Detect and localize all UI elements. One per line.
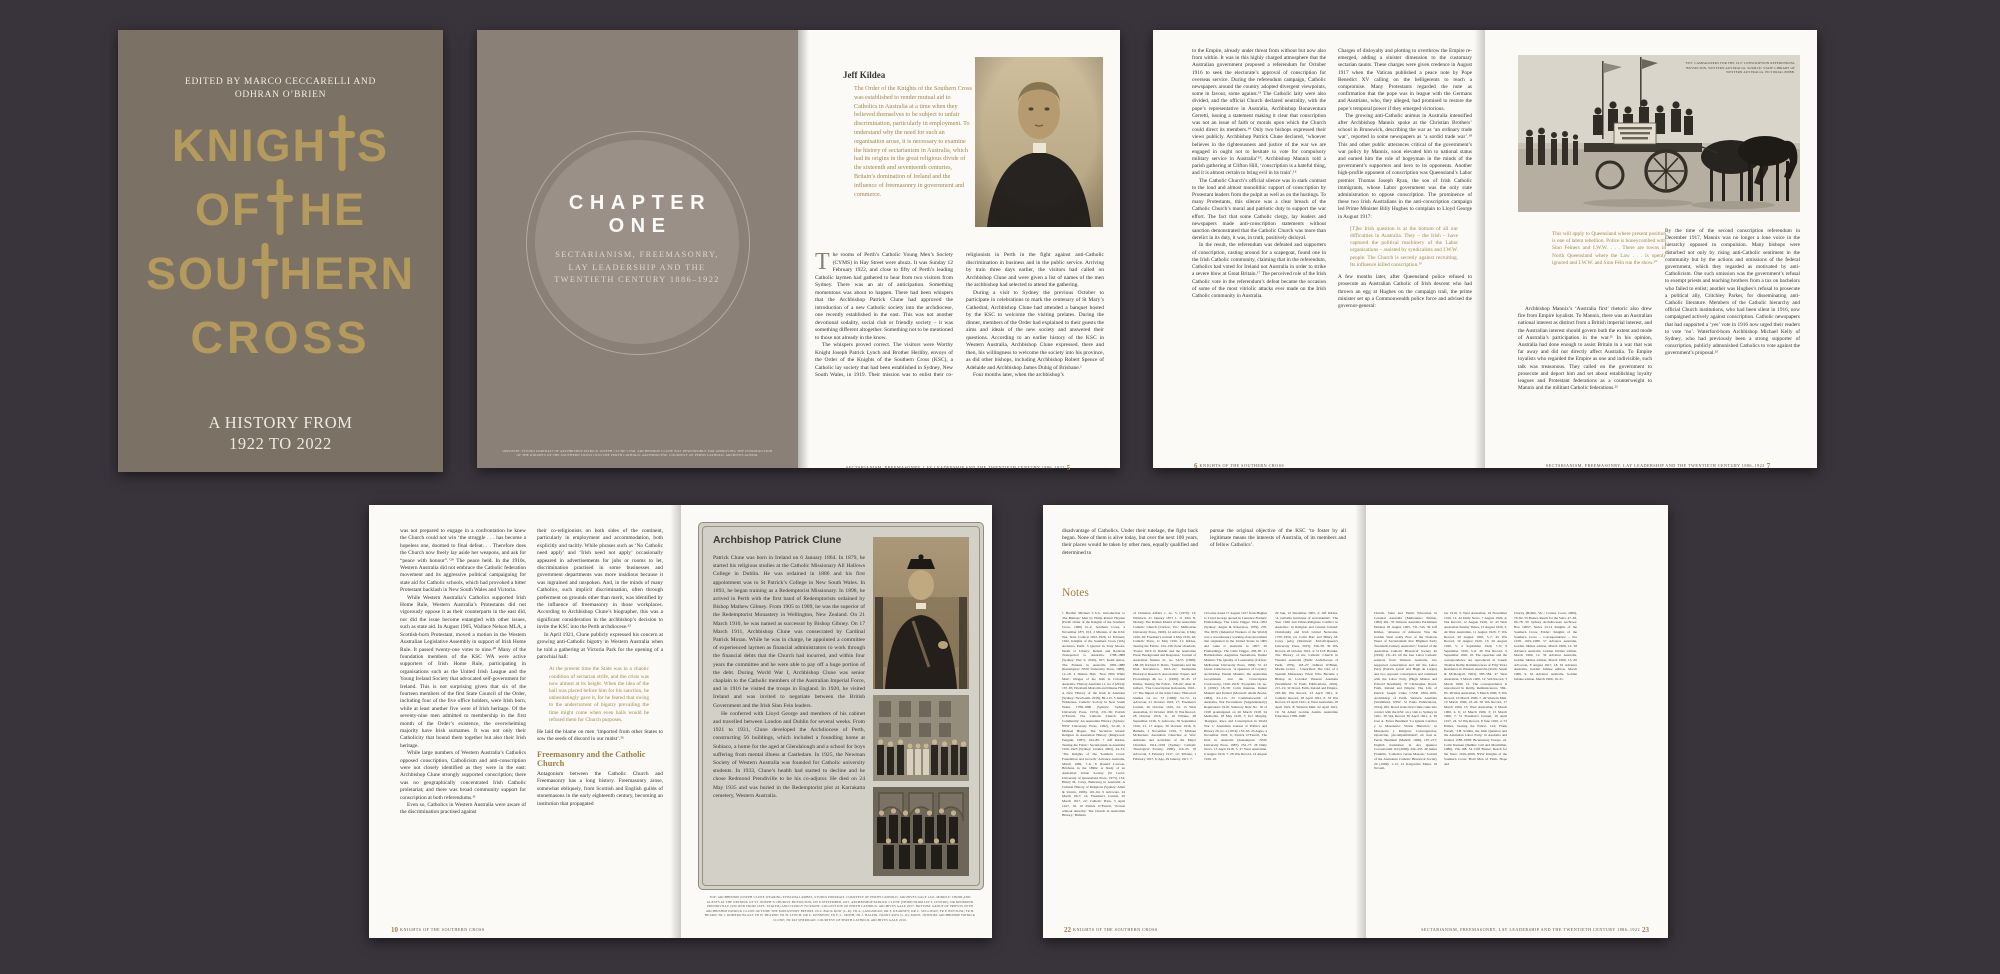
- endnotes-column: 19 Letter dated 17 August 1917 from Hughes to Lloyd George quoted in Laurence Frederic Fitzhardinge, The Little Digger 1914–1952 (Sydney: Angus & Robertson, 1979), 276. The IWW (Industrial Workers of the World) was a revolutionary working-class movement that originated in the United States in 1905 and came to Australia in 1907. 20 Fitzhardinge, The Little Digger, 258–95. 21 Bartholomew Augustine Santamaria, Daniel Mannix: The Quality of Leadership (Carlton: Melbourne University Press, 1984) 72. 22 Glenn Calderwood, ‘A Question of Loyalty: Archbishop Daniel Mannix, the Australian Government and the Conscription Controversy, 1916–1918,’ Footprints 19, no. 6 (2002): 18–39; Colm Kiernan, Daniel Mannix and Ireland (Morwell: Alella Books, 1984), 91–115. 23 Commonwealth of Australia, War Precautions (Supplementary) Regulations 1918, Statutory Rule No. 18 of 1918 promulgated on 26 March 1918. 24 Methodist, 18 May 1918, 7; D.J. Murphy, ‘Religion, Race and Conscription in World War I,’ Australian Journal of Politics and History 20, no. 2 (1974): 155–63. 25 Argus, 4 November 1918, 6; Patrick O’Farrell, The Irish in Australia (Kensington: NSW University Press, 1987), 252–77. 26 Daily News, 13 April 1918, 5. 27 West Australian, 9 August 1919, 7. 28 WA Record, 14 August 1919, 10.: [1204, 611, 1267, 761]
- seated-archbishop-photo: [873, 537, 969, 689]
- drop-cap: T: [815, 249, 830, 275]
- chapter-subtitle: SECTARIANISM, FREEMASONRY, LAY LEADERSHIP AND THE TWENTIETH CENTURY 1886–1922: [554, 250, 720, 284]
- cover-subtitle: A HISTORY FROM 1922 TO 2022: [208, 413, 353, 453]
- latin-cross-icon: [329, 123, 355, 163]
- notes-heading: Notes: [1062, 587, 1089, 599]
- spread-pages-6-7: [1153, 30, 1817, 468]
- chapter-number: CHAPTER: [568, 192, 712, 214]
- page-footer: SECTARIANISM, FREEMASONRY, LAY LEADERSHIP AND THE TWENTIETH CENTURY 1886–1922 5: [845, 464, 1071, 472]
- chapter-intro-text: The Order of the Knights of the Southern Cross was established to render mutual aid to Catholics in Australia at a time when they believed themselves to be subject to unfair discrimination, particularly in employment. To understand why the need for such an organisation arose, it is necessary to examine the history of sectarianism in Australia, which had its origins in the great religious divide of the sixteenth and seventeenth centuries, Britain’s domination of Ireland and the influence of freemasonry in government and commerce.: [854, 85, 972, 198]
- page-7-column-1: Archbishop Mannix’s ‘Australia first’ rhetoric also drew fire from Empire loyalists. To Mannix, there was an Australian national interest as distinct from a British imperial interest, and the Australian interest should govern both the extent and mode of Australia’s participation in the war.²¹ In his opinion, Australia had done enough to assist Britain in a war that was far away and did not directly affect Australia. To Empire loyalists who regarded the Empire as one and indivisible, such talk was treasonous. They called on the government to prosecute and deport him and set about establishing loyalty leagues and Protestant federations as a counterweight to Mannix and the militant Catholic federations.²²: [1518, 306, 1652, 392]
- endnotes-column: of Christian Affairs 1, no. 5, (1970): 13; Whitlock, 21 January 1871 1. 11 John N. Molony, The Roman Mould of the Australian Catholic Church (Carlton, Vic.: Melbourne University Press, 1969). 12 Advocate, 6 May 1916, 26; Freeman’s Journal 4 May 1916, 26; Catholic Press, 11 May 1916, 21; Kildea, Tearing the Fabric, 134–136; Peter Overlack, ‘Easter 1916 in Dublin and the Australian Press: Background and Response,’ Journal of Australian Studies 21, no. 54/55 (1998): 188–93; Richard P. Davis, ‘Tasmania and the Irish Revolution, 1916–22,’ Tasmanian Historical Research Association: Papers and Proceedings 46, no. 1 (1999): 32–45. 13 Kildea, Tearing the Fabric, 158–62; Alan D. Gilbert, ‘The Conscription Referenda, 1916–17: The Impact of the Irish Crisis,’ Historical Studies 14, no. 53 (1969): 54–72. 14 Advocate, 21 October 1916, 17; Freeman’s Journal, 26 October 1916, 24. 15 West Australian, 21 October 1916, 9; WA Record, 28 October 1916, 11. 16 Tribune, 28 September 1916, 5; Advocate, 30 September 1916, 21. 17 Argus, 30 October 1916, 6; Bulletin, 2 November 1916, 7; Michael McKernan, Australian Churches at War: Attitudes and Activities of the Major Churches 1914–1918 (Sydney: Catholic Theological Faculty, 1980), 116–25. 18 Advocate, 3 February 1917, 12; Tribune, 1 February 1917, 6; Age, 29 January 1917, 7.: [1133, 611, 1196, 761]
- page-footer: 10 KNIGHTS OF THE SOUTHERN CROSS: [391, 926, 485, 934]
- page-number: 6: [1194, 462, 1198, 470]
- gutter-shadow: [798, 30, 809, 468]
- endnotes-column: Church, State and Public Education in Colonial Australia (Melbourne: Pitman, 1962) 261. 35 Western Australia Parliament Debates 18 August 1905, 731–743. 36 Jeff Kildea, ‘Absence of Amnesia: Was the Golden West really Free of the Noxious Weed of Sectarianism that Blighted Early Twentieth-Century Australia?,’ Journal of the Australian Catholic Historical Society 40 (2019): 131–43. Of the four Labor Catholic senators from Western Australia, two supported conscription and left the Labor Party (Patrick Lynch and Hugh de Largie) and two opposed conscription and remained with the Labor Party (Hugh Mahon and Edward Needham). 37 Christopher Dowd, Faith, Ireland and Empire: The Life of Patrick Joseph Clune CSSR 1864–1935, Archbishop of Perth, Western Australia (Strathfield, NSW: St Pauls Publications, 2014), 263. Dowd states that Clune came into contact with the KSC on a visit to Sydney in 1921. 38 WA Record 30 April 1921, 4. 39 José A. Ferrer Benimeli ‘La Iglesia Católica y la Masonería: Visión Histórica,’ in Masonería y Religión: Convergencias, Oposición, ¿Incompatibilidad?, ed. José A. Ferrer Benimeli (Madrid: 1996), 197–217; English translation in Ars Quatuor Coronatorum 119 (2006): 234–255. 40 James Franklin, ‘Catholics versus Masons,’ Journal of the Australian Catholic Historical Society 20 (1999): 1–15. 41 Kalgoorlie Miner, 16 Novem-: [1374, 611, 1437, 771]
- spread-pages-22-23: [1043, 505, 1668, 938]
- page-number: 7: [1766, 462, 1771, 470]
- opposite-caption: OPPOSITE: STUDIO PORTRAIT OF ARCHBISHOP PATRICK JOSEPH CLUNE CSSR. ARCHBISHOP CLUNE WAS RESPONSIBLE FOR APPROVING THE INTRODUCTION OF THE KNIGHTS OF THE SOUTHERN CROSS INTO THE PERTH CATHOLIC ARCHDIOCESE. COURTESY OF PERTH CATHOLIC ARCHIVES ALBUM.: [502, 448, 773, 458]
- sidebar-title: Archbishop Patrick Clune: [713, 534, 842, 546]
- block-quote: [T]he Irish question is at the bottom of all our difficulties in Australia. They – the Irish – have captured the political machinery of the Labor organisations – assisted by syndicalists and I.W.W. people. The Church is secretly against recruiting. Its influence killed conscription.¹⁹: [1350, 225, 1458, 268]
- church-opening-group-photo: [873, 695, 969, 781]
- gutter-shadow: [1355, 505, 1366, 938]
- chapter-opener-page: [477, 30, 798, 468]
- page-number: 23: [1642, 926, 1649, 934]
- conscription-parade-photo: [1518, 55, 1800, 212]
- cover-editors: EDITED BY MARCO CECCARELLI AND ODHRAN O’BRIEN: [184, 77, 377, 100]
- latin-cross-icon: [267, 187, 293, 227]
- endnotes-column: Charity (Ballan, Vic.: Connor Court, 2009), 79–82. 55 Baxter, Reach for the Stars, 47–63, 69–78. 56 Sydney Archdiocesan Archives: Box 19057, Series 23.14 Knights of the Southern Cross, Folder: Knights of the Southern Cross – Correspondence – Pre 1918, 1919–1989. 57 Advance Australia, Golden Jubilee edition, March 1969, 12. 58 Advance Australia, Golden Jubilee edition, March 1969, 12. 59 Advance Australia, Golden Jubilee edition, March 1969, 13. 60 Advocate, 8 August 1917, 18. 61 Advance Australia, Golden Jubilee edition, March 1969, 9. 62 Advance Australia, Golden Jubilee edition, March 1969, 19–21.: [1514, 611, 1577, 681]
- block-quote: At the present time the State was in a chaotic condition of sectarian strife, and the crisis was now almost at its height. When the idea of the hall was placed before him for his sanction, he unhesitatingly gave it, for he feared that owing to the undercurrent of bigotry prevailing the time might come when even halls would be refused them for Church purposes.: [549, 666, 649, 723]
- gutter-shadow: [1474, 30, 1485, 468]
- priest-portrait-photo: [975, 57, 1103, 227]
- chapter-circle: CHAPTER ONE SECTARIANISM, FREEMASONRY, LAY LEADERSHIP AND THE TWENTIETH CENTURY 1886–1922: [535, 140, 739, 344]
- closing-paragraph-2: pursue the original objective of the KSC ‘to foster by all legitimate means the interests of Australia, of its members and of fellow Catholics’.: [1210, 528, 1346, 549]
- body-text: The rooms of Perth’s Catholic Young Men’s Society (CYMS) in Hay Street were abuzz. It was Sunday 12 February 1922, and close to fifty of Perth’s leading Catholic laymen had gathered to hear from two visitors from Sydney. There was an air of anticipation. Something momentous was about to happen. There had been whispers that the Archbishop Patrick Clune had approved the introduction of a new Catholic society into the archdiocese, one recently established in the east. This was not another devotional sodality, social club or friendly society – it was something different altogether. Something not to be mentioned to those not already in the know. The whispers proved correct. The visitors were Worthy Knight Joseph Patrick Lynch and Brother Herlihy, envoys of the Order of the Knights of the Southern Cross (KSC), a Catholic lay society that had been established in Sydney, New South Wales, in 1919. Their mission was to enlist their co-religionists in Perth in the fight against anti-Catholic discrimination in business and in the public service. Arriving by train three days earlier, the visitors had called on Archbishop Clune and were given a list of names of the men the archbishop had selected to attend the gathering. During a visit to Sydney the previous October to participate in celebrations to mark the centenary of St Mary’s Cathedral, Archbishop Clune had attended a banquet hosted by the KSC to welcome the visiting prelates. During the dinner, members of the Order had explained to their guests the aims and ideals of the new society and answered their questions. According to an earlier history of the KSC in Western Australia, Archbishop Clune expressed, there and then, his willingness to welcome the society into his province, as did other bishops, including Archbishop Robert Spence of Adelaide and Archbishop James Duhig of Brisbane.¹ Four months later, when the archbishop’s: [815, 249, 1104, 378]
- page-footer: 22 KNIGHTS OF THE SOUTHERN CROSS: [1064, 926, 1158, 934]
- page-5: [798, 30, 1120, 472]
- photo-caption: ‘YES’ CAMPAIGNERS FOR THE 1917 CONSCRIPTION REFERENDUM, BUSSELTON, WESTERN AUSTRALIA. SOURCE: STATE LIBRARY OF WESTERN AUSTRALIA, PICTORIAL 8088B.: [1684, 61, 1795, 75]
- endnotes-column: ber 1919, 3; West Australian, 19 November 1919, 12. 42 Daily News, 7 August 1920, 4; WA Record, 12 August 1920, 12. 43 West Australian Sunday Times, 13 August 1920, 3. 44 West Australian, 11 August 1920, 7; WA Record, 26 August 1920, 5–7. 45 WA Record, 19 August 1920, 13; 26 August 1920, 5; 2 September 1920, 7–9; 9 September 1920, 5–6. 46 WA Record, 9 September 1920, 10. The speeches and the correspondence are reproduced in Joseph Thomas Reilly, Reminiscences of Fifty Years Residence in Western Australia (Perth: Sands & McDougall, 1903), 583–584. 47 West Australian, 3 March 1900, 12; WA Record, 3 March 1900, 12. The correspondence is reproduced in Reilly, Reminiscences, 584–85. 48 West Australian, 5 March 1900, 3; WA Record, 10 March 1900, 7. 49 Western Mail, 10 March 1900, 23–26. 50 WA Record, 17 March 1900, 15; West Australian, 9 March 1900, 4, 6; 12 March 1900, 3; 15 March 1900, 7. 51 Freeman’s Journal, 19 April 1917, 24. 52 WA Record, 8 June 1920, 4. 53 Kildea, Tearing the Fabric, 124; Frank Farrell, ‘J.H. Scullin, the Irish Question and the Australian Labor Party,’ in Australia and Ireland 1788–1988: Bicentenary Essays, ed. Colm Kiernan (Dublin: Gill and Macmillan, 1986), 156–168. 54 Cliff Baxter, Reach for the Stars: 1919–2009, NSW Knights of the Southern Cross: Bold Men of Faith, Hope and: [1444, 611, 1507, 766]
- book-cover: [118, 30, 443, 472]
- sidebar-text: Patrick Clune was born in Ireland on 6 January 1864. In 1879, he started his religious studies at the Catholic Missionary All Hallows College in Dublin. He was ordained in 1886 and his first appointment was to St Patrick’s College in New South Wales. In 1893, he began training as a Redemptorist Missionary. In 1898, he arrived in Perth with the first band of Redemptorists ordained by Bishop Mathew Gibney. From 1905 to 1909, he was the superior of the Redemptorist Monastery in Wellington, New Zealand. On 21 March 1910, he was named as successor by Bishop Gibney. On 17 March 1911, Archbishop Clune was consecrated by Cardinal Patrick Moran. While he was in charge, he appointed a committee of experienced laymen as financial administrators to work through the financial debts that the Church had incurred, and within four years the committee and he were able to pay off a huge portion of the debt. During World War I, Archbishop Clune was senior chaplain to the Catholic members of the Australian Imperial Force, and in 1916 he visited the troops in England. In 1920, he visited Ireland and was invited to negotiate between the British Government and the Irish Sinn Fein leaders. He conferred with Lloyd George and members of his cabinet and travelled between London and Dublin for several weeks. From 1921 to 1931, Clune developed the Archdiocese of Perth, constructing 56 buildings, which included a foundling home at Subiaco, a home for the aged at Glendalough and a school for boys suffering from mental illness at Castledare. In 1925, the Newman Society of Western Australia was founded for Catholic university students. In 1933, Clune’s health had started to decline and he chose Redmond Prendiville to be his co-adjutor. He died on 24 May 1935 and was buried in the Redemptorist plot at Karrakatta cemetery, Western Australia.: [713, 555, 865, 799]
- page-footer: SECTARIANISM, FREEMASONRY, LAY LEADERSHIP AND THE TWENTIETH CENTURY 1886–1922 7: [1545, 462, 1771, 470]
- page-number: 22: [1064, 926, 1071, 934]
- page-footer: 6 KNIGHTS OF THE SOUTHERN CROSS: [1194, 462, 1285, 470]
- page-6-column-1: to the Empire, already under threat from without but now also from within. It was in this highly charged atmosphere that the Australian government proposed a referendum for October 1916 to seek the electorate’s approval of conscription for overseas service. During the referendum campaign, Catholic newspapers around the country adopted divergent viewpoints, some in favour, some against.¹³ The Catholic laity were also divided, and the official Church declared neutrality, with the pope’s representative in Australia, Archbishop Bonaventura Cerretti, issuing a statement making it clear that conscription was not an issue of faith or morals upon which the Church could direct its members.¹⁴ Only two bishops expressed their views publicly. Archbishop Patrick Clune declared, ‘whoever believes in the righteousness and justice of the war we are engaged in ought not to hesitate to vote for compulsory military service in Australia’¹⁵; Archbishop Mannix told a parish gathering at Clifton Hill, ‘conscription is a hateful thing, and it is almost certain to bring evil in its train’.¹⁶ The Catholic Church’s official silence was in stark contrast to the loud and almost monolithic support of conscription by Protestant leaders from the pulpit as well as on the hustings. To many Protestants, this silence was a clear breach of the Catholic Church’s moral and patriotic duty to support the war effort. The fact that some Catholic clergy, lay leaders and newspapers made anti-conscription statements without sanction demonstrated that the Catholic Church was more than derelict in its duty, it was, in truth, positively disloyal. In the result, the referendum was defeated and supporters of conscription, casting around for a scapegoat, found one in the Irish Catholic community, claiming that in the referendum, Catholics had voted for Ireland not Australia in order to strike a severe blow at Great Britain.¹⁷ The perceived role of the Irish Catholic vote in the referendum’s defeat became the occasion of some of the most vitriolic attacks ever made on the Irish Catholic community in Australia.: [1192, 48, 1327, 299]
- gutter-shadow: [670, 505, 681, 938]
- block-quote: This will apply to Queensland where present position is one of latent rebellion. Police is honeycombed with Sinn Feiners and I.W.W. . . . There are towns in North Queensland where the Law . . . is openly ignored and I.W.W. and Sinn Féin run the show.²⁰: [1552, 231, 1667, 266]
- page-7-column-2: By the time of the second conscription referendum in December 1917, Mannix was no longer a lone voice in the hierarchy opposed to compulsion. Many bishops were disturbed not only by rising anti-Catholic sentiment in the community but by the actions and omissions of the federal government, which they regarded as motivated by anti-Catholicism. One such omission was the government’s refusal to exempt priests and teaching brothers from a tax on bachelors who failed to enlist; another was Hughes’s refusal to prosecute a political ally, Critchley Parker, for disseminating anti-Catholic literature. Members of the Catholic hierarchy and official Church institutions, who had been silent in 1916, now campaigned actively against conscription. Catholic newspapers that had supported a ‘yes’ vote in 1916 now urged their readers to vote ‘no’. Waterford-born Archbishop Michael Kelly of Sydney, who had previously been a strong supporter of conscription, publicly admonished Catholics to vote against the government’s proposal.²³: [1665, 228, 1800, 357]
- page-number: 10: [391, 926, 398, 934]
- author-name: Jeff Kildea: [843, 70, 886, 80]
- page-10-column-1: was not prepared to engage in a confrontation he knew the Church could not win ‘the struggle . . . has become a hopeless one, doomed to final defeat. . . Therefore does the Church now freely lay aside her weapons, and ask for “peace with honour”.’²⁹ The peace held. In the 1910s, Western Australia did not embrace the Catholic federation movement and its aggressive political campaigning for state aid for Catholic schools, which had provoked a bitter Protestant backlash in New South Wales and Victoria. While Western Australia’s Catholics supported Irish Home Rule, Western Australia’s Protestants did not vigorously oppose it as their counterparts in the east did, nor did the issue become entangled with other issues, such as state aid. In August 1905, Wallace Nelson MLA, a Scottish-born Protestant, moved a motion in the Western Australian Legislative Assembly in support of Irish Home Rule. It passed twenty-one votes to nine.³⁰ Many of the foundation members of the KSC WA were active supporters of Irish Home Rule, participating in organisations such as the United Irish League and the Young Ireland Society that advocated self-government for Ireland. This is not surprising given that six of the fourteen members of the first State Council of the Order, including four of the five office holders, were Irish born, while at least another five were of Irish heritage. Of the seventy-nine men admitted to membership in the first month of the Order’s existence, the overwhelming majority have Irish surnames. It was not only their Catholicity that bound them together but also their Irish heritage. While large numbers of Western Australia’s Catholics opposed conscription, Catholicism and anti-conscription were not closely identified as they were in the east: Archbishop Clune strongly supported conscription; there was no geographically concentrated Irish Catholic proletariat; and there was broad community support for conscription at both referendums.³¹ Even so, Catholics in Western Australia were aware of the discrimination practised against: [400, 528, 526, 816]
- archbishop-clune-sidebar: [698, 522, 984, 890]
- page-10-column-2: their co-religionists on both sides of the continent, particularly in employment and accommodation, both explicitly and tacitly. While phrases such as ‘No Catholic need apply’ and ‘Irish need not apply’ occasionally appeared in advertisements for jobs or rooms to let, discrimination practised in some businesses and government departments was more insidious because it was ingrained and unspoken. And, in the minds of many Catholics, such implicit discrimination, often through preferment on grounds other than merit, was identified by the influence of freemasonry in those workplaces. According to Archbishop Clune’s biographer, this was a significant consideration in the archbishop’s decision to invite the KSC into the Perth archdiocese.³² In April 1921, Clune publicly expressed his concern at growing anti-Catholic bigotry in Western Australia when he told a gathering at Victoria Park for the opening of a parochial hall: At the present time the State was in a chaotic condition of sectarian strife, and the crisis was now almost at its height. When the idea of the hall was placed before him for his sanction, he unhesitatingly gave it, for he feared that owing to the undercurrent of bigotry prevailing the time might come when even halls would be refused them for Church purposes. He laid the blame on men ‘imported from other States to sow the seeds of discord in our midst’.³³ Freemasonry and the Catholic Church Antagonism between the Catholic Church and Freemasonry has a long history. Freemasonry arose, somewhat obliquely, from Scottish and English guilds of stonemasons in the early eighteenth century, becoming an institution that propagated: [537, 528, 663, 807]
- page-footer: SECTARIANISM, FREEMASONRY, LAY LEADERSHIP AND THE TWENTIETH CENTURY 1886–1922 23: [1421, 926, 1649, 934]
- latin-cross-icon: [252, 251, 278, 291]
- spread-pages-10-11: [369, 505, 992, 938]
- page-number: 5: [1066, 464, 1071, 472]
- closing-paragraph-1: disadvantage of Catholics. Under their tutelage, the fight back began. None of them is alive today, but over the next 100 years, their places would be taken by other men, equally qualified and determined to: [1062, 528, 1198, 556]
- page-6-column-2: Charges of disloyalty and plotting to overthrow the Empire re-emerged, adding a sinister dimension to the customary sectarian taunts. These charges were given credence in August 1917 when the Vatican published a peace note by Pope Benedict XV calling on the belligerents to reach a compromise. Many Protestants regarded the note as confirmation that the pope was in league with the Germans and Austrians, who, they alleged, had promised to restore the pope’s temporal power if they emerged victorious. The growing anti-Catholic animus in Australia intensified after Archbishop Mannix spoke at the Christian Brothers’ school in Brunswick, describing the war as ‘an ordinary trade war’, reported in some newspapers as ‘a sordid trade war’.¹⁸ This and other public utterances critical of the government’s war policy by Mannix, soon elevated him to national status and earned him the role of bogeyman in the minds of the government’s supporters and hero to its opponents. Another high-profile opponent of conscription was Queensland’s Labor premier Thomas Joseph Ryan, the son of Irish Catholic immigrants, whose Labor government was the only state administration to oppose conscription. The prominence of these two Irish Australians in the anti-conscription campaign led Prime Minister Billy Hughes to complain to Lloyd George in August 1917: [T]he Irish question is at the bottom of all our difficulties in Australia. They – the Irish – have captured the political machinery of the Labor organisations – assisted by syndicalists and I.W.W. people. The Church is secretly against recruiting. Its influence killed conscription.¹⁹ A few months later, after Queensland police refused to prosecute an Australian Catholic of Irish descent who had thrown an egg at Hughes on the campaign trail, the prime minister set up a Commonwealth police force and advised the governor-general:: [1338, 48, 1472, 309]
- section-heading: Freemasonry and the Catholic Church: [537, 749, 646, 769]
- cover-title: KNIGH S OF HE SOU HERN CROSS: [145, 120, 416, 363]
- priests-group-photo: [873, 787, 969, 876]
- endnotes-column: 1 Brother Michael C.S.S., Introduction to The Bishops’ Men by Philip Robert Hayden (Perth: Order of the Knights of the Southern Cross, 1996) ix–x; Southern Cross, 4 November 1871 913. 2 Minutes of the KSC WA, State Council 1922–1926, 12 February 1922, Knights of the Southern Cross (WA) Archives, Perth. 3 Quoted in Tony Moore, Death or Liberty: Rebels and Radicals Transported to Australia, 1788–1868 (Sydney: Pier 9, 2010), 107; Keith Amos, The Fenians in Australia 1865–1880 (Kensington: NSW University Press, 1988), 12–18. 4 Dianne Hall, ‘Now Him White Man’: Images of the Irish in Colonial Australia,’ History Australia 11, no. 2 (2014): 167–95; Elizabeth Malcolm and Dianne Hall, A New History of the Irish in Australia (Sydney: NewSouth, 2018), 89–115. 5 James Waldersee, Catholic Society in New South Wales 1788–1860 (Sydney: Sydney University Press, 1974), 231–36; Patrick O’Farrell, The Catholic Church and Community: An Australian History (Sydney: NSW University Press, 1992), 32–40. 6 Michael Hogan, The Sectarian Strand: Religion in Australian History (Ringwood: Penguin, 1987), 164–80. 7 Jeff Kildea, Tearing the Fabric: Sectarianism in Australia 1910–1925 (Sydney: Citadel, 2002), 24–31; ‘The Knights of the Southern Cross: Foundation and Growth,’ Advance Australia, March 1969, 7–9. 8 Ronald Lawson, Brisbane in the 1890s: A Study of an Australian Urban Society (St Lucia: University of Queensland Press, 1973), 154; Hilary M. Carey, Believing in Australia: A Cultural History of Religions (Sydney: Allen & Unwin, 1996), 101–04. 9 Advocate, 24 March 1917, 14; Freeman’s Journal, 29 March 1917, 22; Catholic Press, 5 April 1917, 18. 10 Patrick O’Farrell, ‘Protest without Anarchy: The Church in Australian History,’ Bulletin: [1062, 611, 1125, 818]
- spread-chapter-one: [477, 30, 1120, 472]
- sidebar-photos-caption: TOP: ARCHBISHOP JOSEPH CLUNE WEARING EPISCOPAL ROBES, STUDIO PORTRAIT. COURTESY OF PERTH CATHOLIC ARCHIVES GALE 1241. MIDDLE: CHOIR AND GUESTS AT THE OPENING OF ST JOSEPH’S CHURCH, BUSSELTON, ON 8 SEPTEMBER 1915. ARCHBISHOP PATRICK CLUNE (THIRD FROM LEFT, CENTRE), DR REDMOND PRENDIVILLE (SECOND FROM LEFT, SEATED) AND CLERGY TO RIGHT. COLLECTION OF PERTH CATHOLIC ARCHIVES GALE 2027. BOTTOM: GROUP OF PRIESTS WITH ARCHBISHOP PATRICK CLUNE OUTSIDE THE MONASTERY BEFORE 1912. BACK ROW (L–R): FR A. LANGMEAD; DR F. KEARNEY; DR C. SULLIVAN; FR P. BUTTLER; FR H. HEARN; FR J. ROMERO BLAST; FR H. HEARNE; FR H. LYNCH; DR E. KENNEDY; FR P. C. SMITH; FR J. HALPIN. FRONT ROW (L–R): MONS. INTERIM; ARCHBISHOP PATRICK CLUNE; FR PAT SHERIDAN. COURTESY OF PERTH CATHOLIC ARCHIVES GALE 2016.: [704, 895, 976, 922]
- endnotes-column: 29 Sun, 12 December 1905, 2; Jeff Kildea, ‘A veritable hurricane of sectarianism’: The Year 1920 and Ethno-Religious Conflict in Australia,’ in Religion and Greater Ireland: Christianity and Irish Global Networks, 1750–1950, ed. Colin Barr and Hilary M. Carey (eds) (Montreal: McGill-Queen’s University Press, 2015), 336–58. 30 WA Record, 26 October 1912, 4. 31 D.F. Bourke, The History of the Catholic Church in Western Australia (Perth: Archdiocese of Perth, 1979), 118–27; Odhran O’Brien, Martin Griver – Unearthed: The Life of a Spanish Missionary Priest Who Became a Bishop in Colonial Western Australia (Strathfield: St Pauls Publications, 2019), 215–19. 32 Dowd, Faith, Ireland and Empire, 263–66; WA Record, 23 April 1921, 4; Catholic Record, 28 April 1921, 6. 33 WA Record, 23 April 1921, 4; West Australian, 18 April 1921, 8; Western Mail, 22 April 1921, 19. 34 Albert Gordon Austin, Australian Education 1788–1900:: [1275, 611, 1338, 719]
